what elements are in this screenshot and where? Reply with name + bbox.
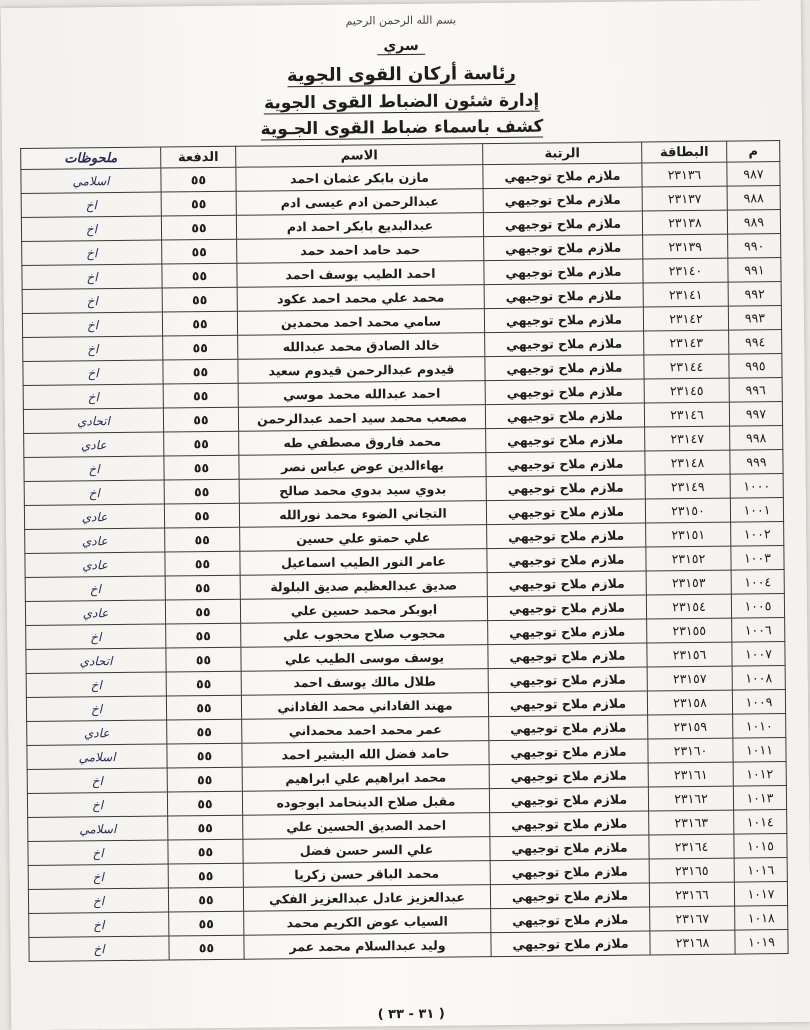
cell-number: ١٠١٧ bbox=[734, 882, 787, 907]
cell-name: خالد الصادق محمد عبدالله bbox=[238, 333, 485, 360]
cell-number: ١٠١١ bbox=[733, 738, 786, 763]
cell-number: ١٠٠٢ bbox=[731, 522, 784, 547]
cell-number: ١٠٠٧ bbox=[732, 642, 785, 667]
cell-rank: ملازم ملاح توجيهي bbox=[486, 475, 645, 501]
cell-card: ٢٣١٥٣ bbox=[646, 570, 731, 595]
cell-name: سامي محمد احمد محمدين bbox=[237, 309, 484, 336]
cell-name: مصعب محمد سيد احمد عبدالرحمن bbox=[238, 405, 485, 432]
cell-name: عمر محمد احمد محمداني bbox=[242, 717, 489, 744]
cell-batch: ٥٥ bbox=[161, 167, 236, 192]
cell-name: التجاني الضوء محمد نورالله bbox=[239, 501, 486, 528]
cell-batch: ٥٥ bbox=[166, 623, 241, 648]
cell-name: علي السر حسن فضل bbox=[243, 837, 490, 864]
cell-rank: ملازم ملاح توجيهي bbox=[484, 259, 643, 285]
cell-rank: ملازم ملاح توجيهي bbox=[491, 931, 650, 957]
cell-batch: ٥٥ bbox=[169, 935, 244, 960]
cell-batch: ٥٥ bbox=[162, 311, 237, 336]
cell-number: ٩٨٧ bbox=[727, 162, 780, 187]
cell-rank: ملازم ملاح توجيهي bbox=[484, 307, 643, 333]
cell-note: اخ bbox=[26, 672, 166, 697]
cell-number: ١٠١٤ bbox=[734, 810, 787, 835]
cell-name: مهند الفاداني محمد الفاداني bbox=[241, 693, 488, 720]
cell-number: ١٠١٠ bbox=[733, 714, 786, 739]
cell-number: ١٠١٦ bbox=[734, 858, 787, 883]
cell-card: ٢٣١٤٧ bbox=[645, 426, 730, 451]
col-header-card: البطاقة bbox=[642, 141, 727, 163]
cell-batch: ٥٥ bbox=[163, 383, 238, 408]
cell-batch: ٥٥ bbox=[162, 239, 237, 264]
cell-name: قيدوم عبدالرحمن قيدوم سعيد bbox=[238, 357, 485, 384]
cell-name: عبدالعزيز عادل عبدالعزيز الفكي bbox=[243, 885, 490, 912]
cell-note: اخ bbox=[27, 792, 167, 817]
cell-batch: ٥٥ bbox=[165, 575, 240, 600]
title-line-3-text: كشف باسماء ضباط القوى الجـوية bbox=[260, 116, 544, 140]
cell-card: ٢٣١٦٧ bbox=[650, 906, 735, 931]
cell-note: اخ bbox=[24, 480, 164, 505]
cell-batch: ٥٥ bbox=[166, 647, 241, 672]
cell-number: ١٠٠٠ bbox=[730, 474, 783, 499]
cell-batch: ٥٥ bbox=[167, 791, 242, 816]
cell-number: ١٠١٨ bbox=[735, 906, 788, 931]
cell-card: ٢٣١٥١ bbox=[646, 522, 731, 547]
cell-card: ٢٣١٦٠ bbox=[648, 738, 733, 763]
cell-batch: ٥٥ bbox=[161, 215, 236, 240]
cell-card: ٢٣١٥٦ bbox=[647, 642, 732, 667]
cell-batch: ٥٥ bbox=[162, 287, 237, 312]
cell-rank: ملازم ملاح توجيهي bbox=[488, 667, 647, 693]
cell-card: ٢٣١٥٨ bbox=[647, 690, 732, 715]
col-header-rank: الرتبة bbox=[483, 142, 642, 165]
cell-rank: ملازم ملاح توجيهي bbox=[483, 187, 642, 213]
cell-batch: ٥٥ bbox=[161, 191, 236, 216]
cell-card: ٢٣١٥٧ bbox=[647, 666, 732, 691]
cell-number: ٩٩٨ bbox=[730, 426, 783, 451]
cell-name: مازن بابكر عثمان احمد bbox=[236, 165, 483, 192]
cell-name: مقبل صلاح الدينحامد ابوجوده bbox=[242, 789, 489, 816]
cell-number: ٩٩٩ bbox=[730, 450, 783, 475]
cell-note: عادي bbox=[27, 720, 167, 745]
cell-name: احمد عبدالله محمد موسي bbox=[238, 381, 485, 408]
cell-note: اخ bbox=[22, 312, 162, 337]
cell-batch: ٥٥ bbox=[165, 599, 240, 624]
cell-note: عادي bbox=[24, 504, 164, 529]
cell-rank: ملازم ملاح توجيهي bbox=[485, 403, 644, 429]
cell-number: ٩٩٦ bbox=[729, 378, 782, 403]
cell-batch: ٥٥ bbox=[163, 335, 238, 360]
cell-batch: ٥٥ bbox=[163, 407, 238, 432]
cell-batch: ٥٥ bbox=[167, 743, 242, 768]
title-line-2-text: إدارة شئون الضباط القوى الجوية bbox=[263, 90, 540, 114]
cell-note: اسلامي bbox=[21, 168, 161, 193]
cell-number: ١٠٠٥ bbox=[731, 594, 784, 619]
table-body bbox=[21, 162, 788, 962]
page-number: ( ٣١ - ٣٣ ) bbox=[377, 1006, 445, 1023]
cell-card: ٢٣١٥٩ bbox=[648, 714, 733, 739]
cell-card: ٢٣١٤١ bbox=[643, 282, 728, 307]
cell-rank: ملازم ملاح توجيهي bbox=[488, 619, 647, 645]
cell-name: ابوبكر محمد حسين علي bbox=[240, 597, 487, 624]
cell-note: اخ bbox=[22, 240, 162, 265]
cell-card: ٢٣١٣٩ bbox=[643, 234, 728, 259]
cell-batch: ٥٥ bbox=[165, 527, 240, 552]
cell-number: ١٠٠٩ bbox=[732, 690, 785, 715]
cell-card: ٢٣١٦١ bbox=[648, 762, 733, 787]
cell-name: عامر النور الطيب اسماعيل bbox=[240, 549, 487, 576]
cell-note: اخ bbox=[23, 360, 163, 385]
cell-card: ٢٣١٤٨ bbox=[645, 450, 730, 475]
cell-note: اسلامي bbox=[28, 816, 168, 841]
cell-card: ٢٣١٤٠ bbox=[643, 258, 728, 283]
cell-number: ٩٩٥ bbox=[729, 354, 782, 379]
cell-number: ١٠١٩ bbox=[735, 930, 788, 955]
cell-note: اسلامي bbox=[27, 744, 167, 769]
cell-batch: ٥٥ bbox=[166, 671, 241, 696]
cell-name: عبدالبديع بابكر احمد ادم bbox=[236, 213, 483, 240]
cell-batch: ٥٥ bbox=[163, 359, 238, 384]
cell-card: ٢٣١٤٩ bbox=[645, 474, 730, 499]
cell-batch: ٥٥ bbox=[166, 695, 241, 720]
cell-name: وليد عبدالسلام محمد عمر bbox=[244, 933, 491, 960]
cell-name: بهاءالدين عوض عباس نصر bbox=[239, 453, 486, 480]
cell-card: ٢٣١٥٥ bbox=[647, 618, 732, 643]
cell-name: حمد حامد احمد حمد bbox=[237, 237, 484, 264]
cell-note: اخ bbox=[28, 840, 168, 865]
cell-card: ٢٣١٦٤ bbox=[649, 834, 734, 859]
cell-name: حامد فضل الله البشير احمد bbox=[242, 741, 489, 768]
cell-card: ٢٣١٤٢ bbox=[643, 306, 728, 331]
cell-card: ٢٣١٣٧ bbox=[642, 186, 727, 211]
cell-rank: ملازم ملاح توجيهي bbox=[490, 883, 649, 909]
cell-rank: ملازم ملاح توجيهي bbox=[489, 763, 648, 789]
cell-number: ٩٨٨ bbox=[727, 186, 780, 211]
cell-note: اخ bbox=[26, 696, 166, 721]
cell-note: اخ bbox=[26, 624, 166, 649]
cell-number: ٩٩٧ bbox=[729, 402, 782, 427]
cell-note: اخ bbox=[25, 576, 165, 601]
cell-card: ٢٣١٤٦ bbox=[644, 402, 729, 427]
cell-number: ٩٩٢ bbox=[728, 282, 781, 307]
cell-number: ٩٩٤ bbox=[729, 330, 782, 355]
cell-rank: ملازم ملاح توجيهي bbox=[484, 235, 643, 261]
cell-name: محمد علي محمد احمد عكود bbox=[237, 285, 484, 312]
cell-batch: ٥٥ bbox=[169, 911, 244, 936]
basmala: بسم الله الرحمن الرحيم bbox=[345, 13, 457, 28]
cell-rank: ملازم ملاح توجيهي bbox=[488, 691, 647, 717]
cell-name: صديق عبدالعظيم صديق البلولة bbox=[240, 573, 487, 600]
cell-card: ٢٣١٥٢ bbox=[646, 546, 731, 571]
cell-rank: ملازم ملاح توجيهي bbox=[489, 787, 648, 813]
cell-note: اتحادي bbox=[26, 648, 166, 673]
cell-card: ٢٣١٦٢ bbox=[648, 786, 733, 811]
cell-rank: ملازم ملاح توجيهي bbox=[483, 163, 642, 189]
cell-rank: ملازم ملاح توجيهي bbox=[487, 547, 646, 573]
cell-note: عادي bbox=[25, 600, 165, 625]
classification-text: سري bbox=[377, 38, 424, 55]
document-page bbox=[1, 0, 810, 1030]
cell-name: محمد الباقر حسن زكريا bbox=[243, 861, 490, 888]
cell-note: اخ bbox=[21, 216, 161, 241]
cell-note: اخ bbox=[29, 912, 169, 937]
cell-batch: ٥٥ bbox=[168, 839, 243, 864]
cell-note: اتحادي bbox=[23, 408, 163, 433]
cell-rank: ملازم ملاح توجيهي bbox=[486, 499, 645, 525]
cell-name: علي حمتو علي حسين bbox=[240, 525, 487, 552]
cell-rank: ملازم ملاح توجيهي bbox=[486, 427, 645, 453]
cell-batch: ٥٥ bbox=[165, 551, 240, 576]
cell-batch: ٥٥ bbox=[164, 503, 239, 528]
cell-name: محجوب صلاح محجوب علي bbox=[241, 621, 488, 648]
cell-note: اخ bbox=[29, 936, 169, 961]
title-line-1-text: رئاسة أركان القوى الجوية bbox=[286, 62, 516, 87]
cell-card: ٢٣١٣٨ bbox=[642, 210, 727, 235]
cell-batch: ٥٥ bbox=[167, 767, 242, 792]
cell-number: ١٠٠٣ bbox=[731, 546, 784, 571]
cell-name: عبدالرحمن ادم عيسى ادم bbox=[236, 189, 483, 216]
cell-rank: ملازم ملاح توجيهي bbox=[490, 811, 649, 837]
cell-number: ٩٩٣ bbox=[728, 306, 781, 331]
cell-name: احمد الصديق الحسين علي bbox=[243, 813, 490, 840]
cell-note: اخ bbox=[27, 768, 167, 793]
cell-card: ٢٣١٤٣ bbox=[644, 330, 729, 355]
cell-number: ١٠٠١ bbox=[730, 498, 783, 523]
cell-number: ١٠١٥ bbox=[734, 834, 787, 859]
cell-name: طلال مالك يوسف احمد bbox=[241, 669, 488, 696]
cell-note: عادي bbox=[25, 528, 165, 553]
cell-batch: ٥٥ bbox=[164, 479, 239, 504]
cell-name: محمد ابراهيم علي ابراهيم bbox=[242, 765, 489, 792]
cell-name: يوسف موسى الطيب علي bbox=[241, 645, 488, 672]
cell-number: ٩٨٩ bbox=[727, 210, 780, 235]
cell-note: عادي bbox=[25, 552, 165, 577]
cell-name: احمد الطيب يوسف احمد bbox=[237, 261, 484, 288]
cell-card: ٢٣١٦٥ bbox=[649, 858, 734, 883]
cell-rank: ملازم ملاح توجيهي bbox=[491, 907, 650, 933]
cell-batch: ٥٥ bbox=[167, 719, 242, 744]
cell-number: ٩٩٠ bbox=[728, 234, 781, 259]
cell-number: ١٠٠٦ bbox=[732, 618, 785, 643]
cell-rank: ملازم ملاح توجيهي bbox=[486, 451, 645, 477]
cell-note: اخ bbox=[23, 384, 163, 409]
cell-rank: ملازم ملاح توجيهي bbox=[485, 331, 644, 357]
col-header-number: م bbox=[727, 141, 780, 163]
cell-rank: ملازم ملاح توجيهي bbox=[488, 643, 647, 669]
cell-card: ٢٣١٦٣ bbox=[649, 810, 734, 835]
cell-rank: ملازم ملاح توجيهي bbox=[485, 355, 644, 381]
cell-batch: ٥٥ bbox=[168, 887, 243, 912]
cell-batch: ٥٥ bbox=[164, 455, 239, 480]
cell-card: ٢٣١٦٨ bbox=[650, 930, 735, 955]
cell-note: اخ bbox=[22, 264, 162, 289]
title-line-2 bbox=[2, 88, 802, 116]
cell-rank: ملازم ملاح توجيهي bbox=[489, 739, 648, 765]
col-header-name: الاسم bbox=[236, 144, 483, 168]
cell-rank: ملازم ملاح توجيهي bbox=[487, 595, 646, 621]
cell-rank: ملازم ملاح توجيهي bbox=[490, 835, 649, 861]
cell-card: ٢٣١٤٤ bbox=[644, 354, 729, 379]
cell-card: ٢٣١٥٤ bbox=[646, 594, 731, 619]
col-header-notes: ملحوظات bbox=[21, 147, 161, 169]
title-line-3 bbox=[2, 114, 802, 142]
classification-label bbox=[1, 34, 801, 58]
cell-note: اخ bbox=[23, 336, 163, 361]
cell-number: ١٠٠٤ bbox=[731, 570, 784, 595]
cell-card: ٢٣١٥٠ bbox=[645, 498, 730, 523]
cell-name: بدوي سيد بدوي محمد صالح bbox=[239, 477, 486, 504]
officers-table bbox=[20, 140, 788, 962]
cell-note: اخ bbox=[21, 192, 161, 217]
cell-name: محمد فاروق مصطفي طه bbox=[239, 429, 486, 456]
cell-batch: ٥٥ bbox=[168, 815, 243, 840]
cell-card: ٢٣١٣٦ bbox=[642, 162, 727, 187]
cell-batch: ٥٥ bbox=[162, 263, 237, 288]
cell-number: ١٠١٣ bbox=[733, 786, 786, 811]
cell-number: ١٠٠٨ bbox=[732, 666, 785, 691]
cell-note: اخ bbox=[28, 864, 168, 889]
cell-rank: ملازم ملاح توجيهي bbox=[489, 715, 648, 741]
cell-batch: ٥٥ bbox=[164, 431, 239, 456]
cell-card: ٢٣١٤٥ bbox=[644, 378, 729, 403]
cell-rank: ملازم ملاح توجيهي bbox=[487, 571, 646, 597]
cell-note: اخ bbox=[28, 888, 168, 913]
cell-rank: ملازم ملاح توجيهي bbox=[490, 859, 649, 885]
cell-number: ٩٩١ bbox=[728, 258, 781, 283]
col-header-batch: الدفعة bbox=[161, 146, 236, 168]
cell-rank: ملازم ملاح توجيهي bbox=[485, 379, 644, 405]
cell-rank: ملازم ملاح توجيهي bbox=[484, 283, 643, 309]
cell-batch: ٥٥ bbox=[168, 863, 243, 888]
cell-number: ١٠١٢ bbox=[733, 762, 786, 787]
cell-name: السياب عوض الكريم محمد bbox=[244, 909, 491, 936]
cell-rank: ملازم ملاح توجيهي bbox=[487, 523, 646, 549]
title-line-1 bbox=[1, 60, 801, 89]
cell-note: عادي bbox=[24, 432, 164, 457]
cell-note: اخ bbox=[24, 456, 164, 481]
cell-note: اخ bbox=[22, 288, 162, 313]
cell-rank: ملازم ملاح توجيهي bbox=[483, 211, 642, 237]
cell-card: ٢٣١٦٦ bbox=[649, 882, 734, 907]
